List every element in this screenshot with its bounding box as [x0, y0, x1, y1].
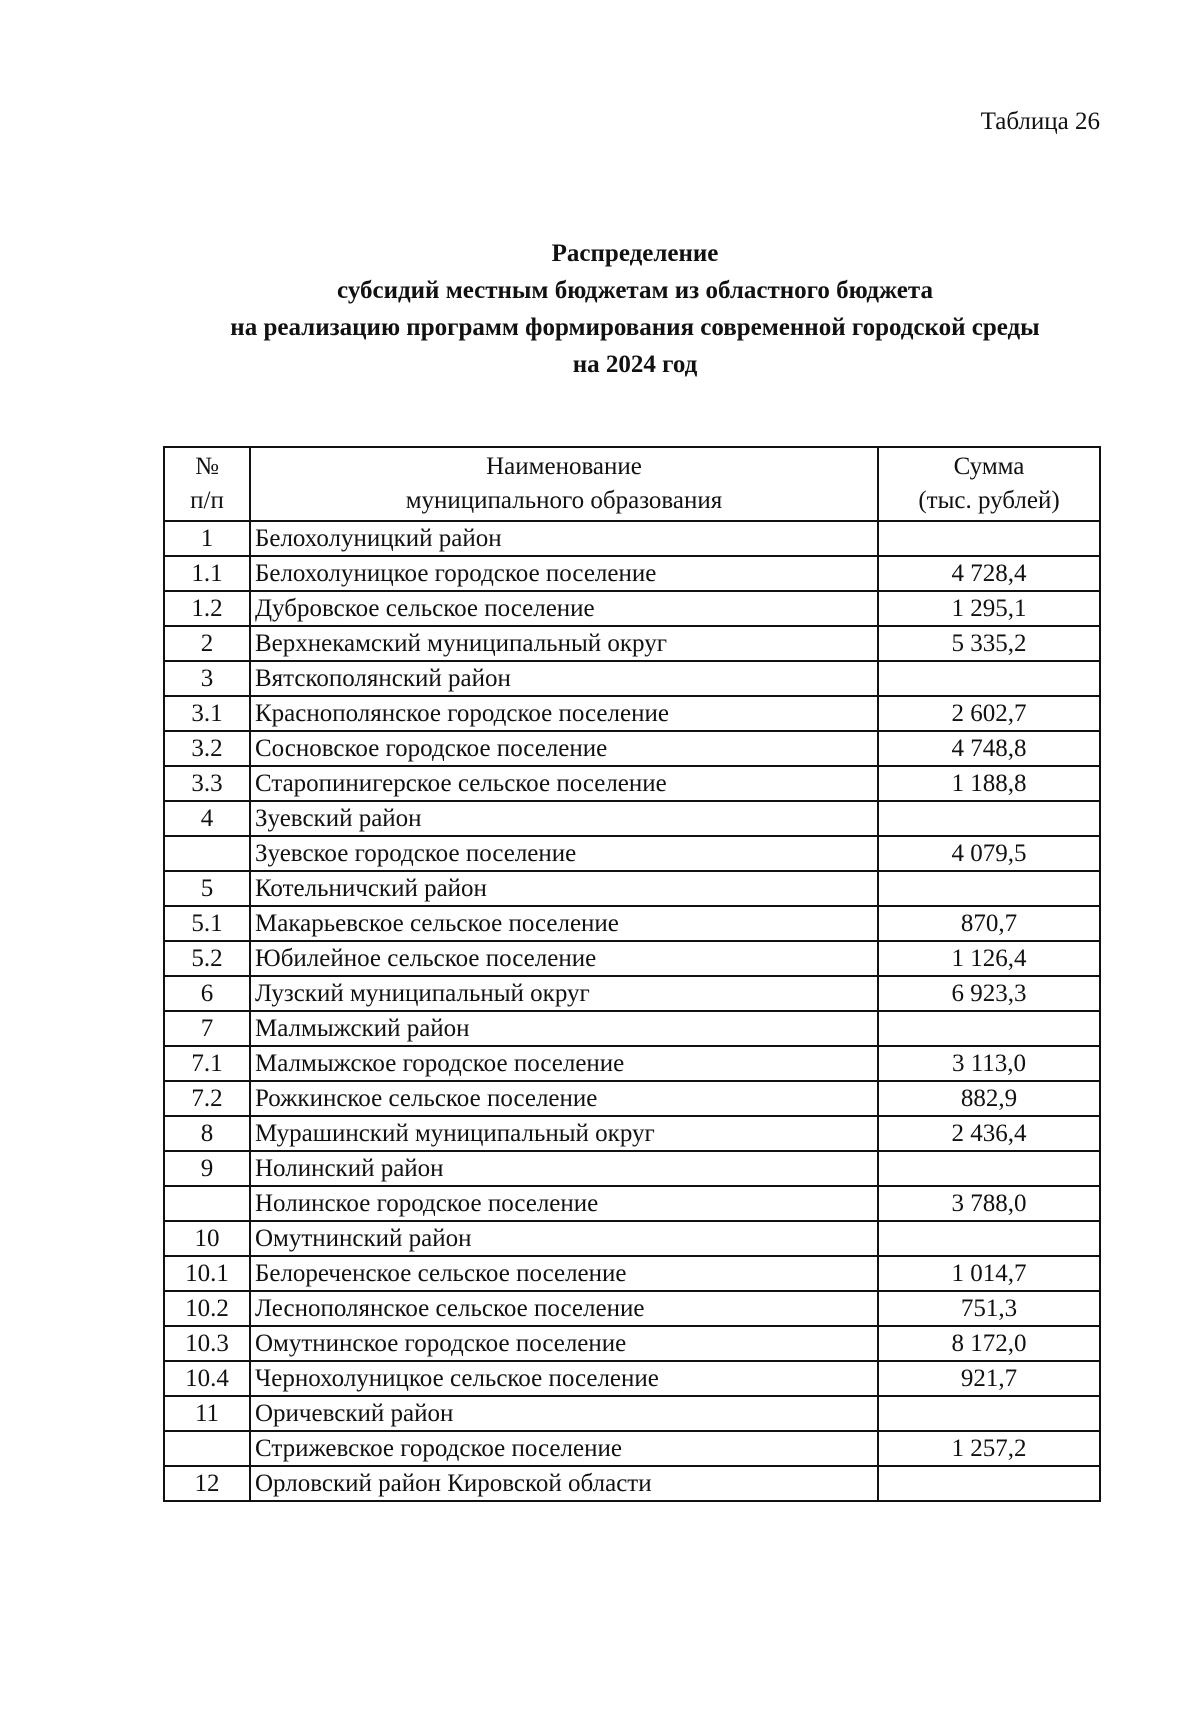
row-name: Малмыжский район: [250, 1011, 878, 1046]
row-sum: [878, 661, 1100, 696]
row-number: 11: [164, 1396, 250, 1431]
row-number: 3.1: [164, 696, 250, 731]
row-sum: 8 172,0: [878, 1326, 1100, 1361]
row-number: 10.1: [164, 1256, 250, 1291]
row-sum: 1 257,2: [878, 1431, 1100, 1466]
row-sum: 2 436,4: [878, 1116, 1100, 1151]
row-number: 12: [164, 1466, 250, 1501]
table-row: [164, 1186, 1100, 1221]
row-number: 10.3: [164, 1326, 250, 1361]
table-row: [164, 521, 1100, 556]
table-row: [164, 871, 1100, 906]
row-name: Рожкинское сельское поселение: [250, 1081, 878, 1116]
row-number: 5: [164, 871, 250, 906]
row-name: Старопинигерское сельское поселение: [250, 766, 878, 801]
table-row: [164, 1081, 1100, 1116]
table-row: [164, 1151, 1100, 1186]
header-name: Наименование муниципального образования: [250, 447, 878, 521]
table-row: [164, 1011, 1100, 1046]
row-number: 1: [164, 521, 250, 556]
row-number: 9: [164, 1151, 250, 1186]
row-sum: 1 188,8: [878, 766, 1100, 801]
row-sum: [878, 1396, 1100, 1431]
table-row: [164, 1291, 1100, 1326]
row-name: Мурашинский муниципальный округ: [250, 1116, 878, 1151]
row-sum: [878, 801, 1100, 836]
table-row: [164, 1466, 1100, 1501]
row-name: Зуевский район: [250, 801, 878, 836]
header-num: № п/п: [164, 447, 250, 521]
row-sum: [878, 871, 1100, 906]
header-sum: Сумма (тыс. рублей): [878, 447, 1100, 521]
row-number: 10: [164, 1221, 250, 1256]
row-number: [164, 1431, 250, 1466]
table-header-row: [164, 447, 1100, 521]
row-sum: 751,3: [878, 1291, 1100, 1326]
row-sum: 1 126,4: [878, 941, 1100, 976]
row-sum: [878, 521, 1100, 556]
row-name: Макарьевское сельское поселение: [250, 906, 878, 941]
row-sum: 870,7: [878, 906, 1100, 941]
row-sum: 4 079,5: [878, 836, 1100, 871]
table-row: [164, 1396, 1100, 1431]
title-line: субсидий местным бюджетам из областного бюджета: [337, 277, 933, 304]
row-number: 10.4: [164, 1361, 250, 1396]
table-row: [164, 1326, 1100, 1361]
row-name: Чернохолуницкое сельское поселение: [250, 1361, 878, 1396]
row-name: Котельничский район: [250, 871, 878, 906]
row-number: 3.3: [164, 766, 250, 801]
row-name: Зуевское городское поселение: [250, 836, 878, 871]
row-name: Омутнинское городское поселение: [250, 1326, 878, 1361]
row-name: Леснополянское сельское поселение: [250, 1291, 878, 1326]
table-row: [164, 976, 1100, 1011]
row-name: Омутнинский район: [250, 1221, 878, 1256]
row-sum: 4 748,8: [878, 731, 1100, 766]
row-name: Нолинское городское поселение: [250, 1186, 878, 1221]
row-sum: [878, 1011, 1100, 1046]
row-sum: 6 923,3: [878, 976, 1100, 1011]
row-name: Стрижевское городское поселение: [250, 1431, 878, 1466]
row-sum: 2 602,7: [878, 696, 1100, 731]
row-name: Краснополянское городское поселение: [250, 696, 878, 731]
row-number: 3: [164, 661, 250, 696]
title-line: Распределение: [551, 240, 719, 267]
table-row: [164, 1431, 1100, 1466]
row-number: 7: [164, 1011, 250, 1046]
row-number: 3.2: [164, 731, 250, 766]
row-number: 6: [164, 976, 250, 1011]
table-row: [164, 661, 1100, 696]
table-row: [164, 556, 1100, 591]
row-number: 7.2: [164, 1081, 250, 1116]
row-sum: [878, 1466, 1100, 1501]
row-sum: 3 788,0: [878, 1186, 1100, 1221]
row-name: Верхнекамский муниципальный округ: [250, 626, 878, 661]
row-sum: 5 335,2: [878, 626, 1100, 661]
row-name: Орловский район Кировской области: [250, 1466, 878, 1501]
table-label: Таблица 26: [980, 108, 1100, 135]
row-name: Сосновское городское поселение: [250, 731, 878, 766]
table-row: [164, 1116, 1100, 1151]
row-number: [164, 1186, 250, 1221]
table-row: [164, 836, 1100, 871]
table-row: [164, 1046, 1100, 1081]
table-row: [164, 1256, 1100, 1291]
row-name: Белохолуницкое городское поселение: [250, 556, 878, 591]
table-body: [164, 521, 1100, 1501]
row-number: 2: [164, 626, 250, 661]
row-sum: 882,9: [878, 1081, 1100, 1116]
table-row: [164, 591, 1100, 626]
row-sum: 921,7: [878, 1361, 1100, 1396]
table-row: [164, 941, 1100, 976]
row-name: Нолинский район: [250, 1151, 878, 1186]
row-number: 10.2: [164, 1291, 250, 1326]
table-row: [164, 1221, 1100, 1256]
title-line: на 2024 год: [572, 351, 698, 378]
title-line: на реализацию программ формирования современной городской среды: [230, 314, 1040, 341]
table-row: [164, 626, 1100, 661]
document-title: [0, 235, 1200, 383]
row-name: Белохолуницкий район: [250, 521, 878, 556]
row-name: Оричевский район: [250, 1396, 878, 1431]
row-number: 8: [164, 1116, 250, 1151]
row-name: Малмыжское городское поселение: [250, 1046, 878, 1081]
row-number: 1.2: [164, 591, 250, 626]
row-sum: 3 113,0: [878, 1046, 1100, 1081]
row-sum: 1 014,7: [878, 1256, 1100, 1291]
row-sum: [878, 1151, 1100, 1186]
table-row: [164, 906, 1100, 941]
row-name: Белореченское сельское поселение: [250, 1256, 878, 1291]
row-sum: 4 728,4: [878, 556, 1100, 591]
row-number: 1.1: [164, 556, 250, 591]
row-number: 4: [164, 801, 250, 836]
row-name: Юбилейное сельское поселение: [250, 941, 878, 976]
table-row: [164, 731, 1100, 766]
row-number: 5.1: [164, 906, 250, 941]
row-name: Вятскополянский район: [250, 661, 878, 696]
table-row: [164, 801, 1100, 836]
row-sum: [878, 1221, 1100, 1256]
row-name: Дубровское сельское поселение: [250, 591, 878, 626]
row-number: 7.1: [164, 1046, 250, 1081]
row-name: Лузский муниципальный округ: [250, 976, 878, 1011]
table-row: [164, 766, 1100, 801]
subsidy-table: [163, 446, 1101, 1502]
row-number: 5.2: [164, 941, 250, 976]
table-row: [164, 1361, 1100, 1396]
row-number: [164, 836, 250, 871]
table-row: [164, 696, 1100, 731]
row-sum: 1 295,1: [878, 591, 1100, 626]
